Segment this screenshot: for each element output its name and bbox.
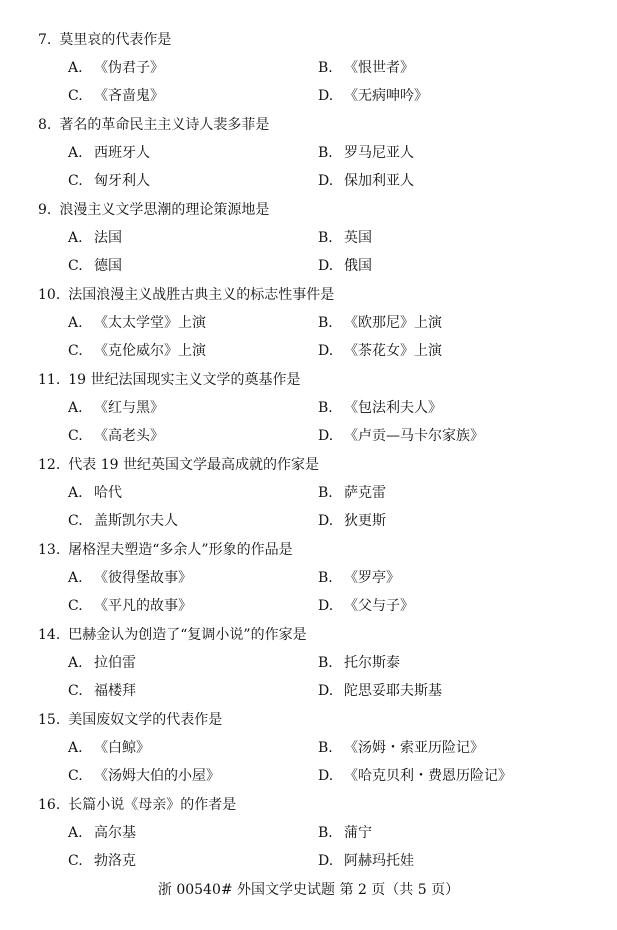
option-text: 法国 [94,230,122,246]
option-text: 《包法利夫人》 [344,400,442,416]
question-stem [38,623,307,647]
option-text: 罗马尼亚人 [344,145,414,161]
option-a [68,396,164,420]
question-stem [38,283,334,307]
option-d [318,424,484,448]
option-label: B. [318,740,333,756]
option-d [318,594,414,618]
option-b [318,141,414,165]
option-b [318,651,400,675]
question-text: 巴赫金认为创造了“复调小说”的作家是 [68,627,307,643]
option-label: A. [68,315,83,331]
option-c [68,339,206,363]
option-text: 哈代 [94,485,122,501]
question-number: 12. [38,457,61,473]
option-text: 《吝啬鬼》 [94,88,164,104]
option-label: A. [68,60,83,76]
option-a [68,566,192,590]
question-15 [0,708,617,793]
option-d [318,849,414,873]
option-label: B. [318,230,333,246]
question-14 [0,623,617,708]
question-number: 11. [38,372,61,388]
option-d [318,169,414,193]
option-text: 《哈克贝利・费恩历险记》 [344,768,512,784]
option-a [68,226,122,250]
option-label: D. [318,88,334,104]
option-text: 《卢贡—马卡尔家族》 [344,428,484,444]
option-a [68,56,164,80]
option-label: D. [318,258,334,274]
question-stem [38,453,319,477]
option-text: 匈牙利人 [94,173,150,189]
option-c [68,254,122,278]
option-label: C. [68,428,83,444]
question-16 [0,793,617,878]
question-text: 著名的革命民主主义诗人裴多菲是 [59,117,270,133]
question-stem [38,538,293,562]
option-text: 《罗亭》 [344,570,400,586]
option-a [68,736,150,760]
question-stem [38,708,222,732]
question-text: 长篇小说《母亲》的作者是 [68,797,237,813]
option-b [318,736,484,760]
question-text: 莫里哀的代表作是 [59,32,172,48]
option-text: 《父与子》 [344,598,414,614]
option-text: 俄国 [344,258,372,274]
option-b [318,481,386,505]
option-label: B. [318,570,333,586]
option-label: A. [68,740,83,756]
option-c [68,849,136,873]
option-label: B. [318,315,333,331]
option-text: 萨克雷 [344,485,386,501]
option-label: B. [318,825,333,841]
option-d [318,679,442,703]
option-label: C. [68,343,83,359]
option-label: B. [318,400,333,416]
option-text: 盖斯凯尔夫人 [94,513,178,529]
option-label: A. [68,145,83,161]
question-number: 10. [38,287,61,303]
option-text: 《克伦威尔》上演 [94,343,206,359]
option-label: D. [318,428,334,444]
option-label: B. [318,485,333,501]
option-d [318,509,386,533]
option-d [318,339,442,363]
question-13 [0,538,617,623]
option-text: 《汤姆・索亚历险记》 [344,740,484,756]
question-text: 浪漫主义文学思潮的理论策源地是 [59,202,270,218]
option-text: 《平凡的故事》 [94,598,192,614]
question-number: 7. [38,32,52,48]
option-label: A. [68,570,83,586]
option-label: C. [68,683,83,699]
option-label: D. [318,768,334,784]
option-label: C. [68,598,83,614]
option-text: 阿赫玛托娃 [344,853,414,869]
option-text: 《汤姆大伯的小屋》 [94,768,220,784]
page-footer: 浙 00540# 外国文学史试题 第 2 页（共 5 页） [157,882,460,898]
option-b [318,821,372,845]
question-number: 8. [38,117,52,133]
option-label: C. [68,258,83,274]
question-text: 代表 19 世纪英国文学最高成就的作家是 [68,457,319,473]
option-b [318,566,400,590]
option-text: 《欧那尼》上演 [344,315,442,331]
question-number: 13. [38,542,61,558]
question-stem [38,113,269,137]
option-label: C. [68,88,83,104]
option-b [318,311,442,335]
option-text: 拉伯雷 [94,655,136,671]
option-label: A. [68,655,83,671]
option-label: A. [68,400,83,416]
option-text: 《太太学堂》上演 [94,315,206,331]
option-a [68,481,122,505]
option-text: 勃洛克 [94,853,136,869]
option-text: 《白鲸》 [94,740,150,756]
option-label: B. [318,60,333,76]
option-text: 《无病呻吟》 [344,88,428,104]
option-label: A. [68,230,83,246]
option-label: D. [318,343,334,359]
option-c [68,509,178,533]
option-label: B. [318,145,333,161]
option-text: 《高老头》 [94,428,164,444]
option-text: 德国 [94,258,122,274]
option-c [68,169,150,193]
option-c [68,679,136,703]
question-text: 美国废奴文学的代表作是 [68,712,223,728]
question-stem [38,198,269,222]
question-7 [0,28,617,113]
option-b [318,56,414,80]
option-label: A. [68,825,83,841]
option-label: D. [318,598,334,614]
option-label: C. [68,768,83,784]
option-b [318,226,372,250]
option-label: B. [318,655,333,671]
option-c [68,424,164,448]
option-c [68,84,164,108]
question-9 [0,198,617,283]
option-c [68,764,220,788]
option-label: C. [68,853,83,869]
question-number: 16. [38,797,61,813]
option-a [68,141,150,165]
question-number: 9. [38,202,52,218]
option-label: C. [68,173,83,189]
question-10 [0,283,617,368]
option-label: C. [68,513,83,529]
option-d [318,764,512,788]
question-stem [38,368,301,392]
question-stem [38,793,236,817]
option-text: 英国 [344,230,372,246]
option-b [318,396,442,420]
question-text: 19 世纪法国现实主义文学的奠基作是 [68,372,301,388]
option-text: 蒲宁 [344,825,372,841]
option-text: 《恨世者》 [344,60,414,76]
option-label: D. [318,513,334,529]
option-text: 狄更斯 [344,513,386,529]
question-stem [38,28,171,52]
question-8 [0,113,617,198]
option-text: 西班牙人 [94,145,150,161]
option-text: 陀思妥耶夫斯基 [344,683,442,699]
option-a [68,311,206,335]
option-text: 托尔斯泰 [344,655,400,671]
option-label: D. [318,853,334,869]
question-number: 15. [38,712,61,728]
option-label: D. [318,173,334,189]
option-text: 福楼拜 [94,683,136,699]
question-11 [0,368,617,453]
option-d [318,254,372,278]
option-text: 高尔基 [94,825,136,841]
option-text: 《茶花女》上演 [344,343,442,359]
option-label: D. [318,683,334,699]
option-text: 《红与黑》 [94,400,164,416]
question-number: 14. [38,627,61,643]
question-text: 屠格涅夫塑造“多余人”形象的作品是 [68,542,293,558]
option-a [68,651,136,675]
option-text: 《彼得堡故事》 [94,570,192,586]
option-label: A. [68,485,83,501]
option-c [68,594,192,618]
option-text: 《伪君子》 [94,60,164,76]
option-d [318,84,428,108]
question-text: 法国浪漫主义战胜古典主义的标志性事件是 [68,287,335,303]
option-a [68,821,136,845]
option-text: 保加利亚人 [344,173,414,189]
question-12 [0,453,617,538]
